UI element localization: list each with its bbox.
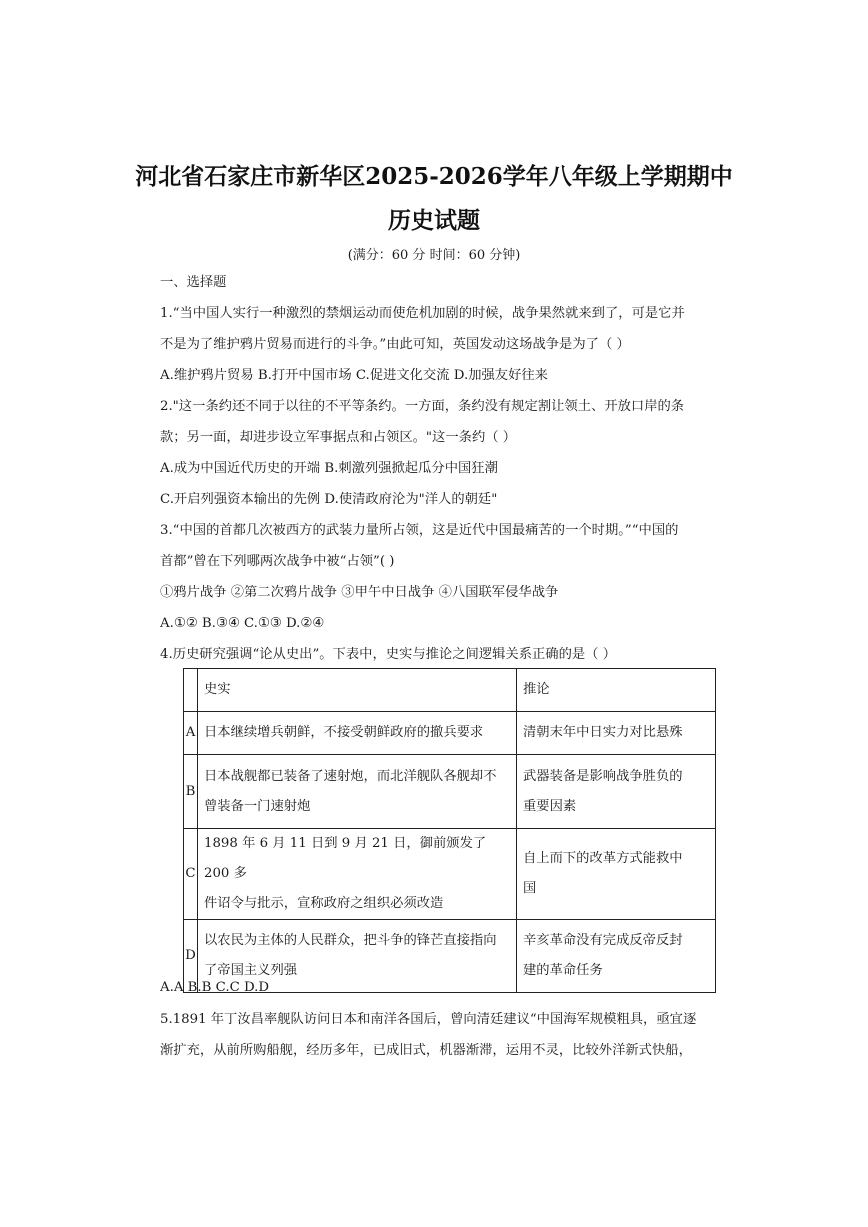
q2-stem-line1: 2."这一条约还不同于以往的不平等条约。一方面，条约没有规定割让领土、开放口岸的条 (160, 399, 685, 414)
q4-row-inference (517, 712, 716, 755)
q4-row-inference (517, 829, 716, 920)
exam-title-line1: 河北省石家庄市新华区2025-2026学年八年级上学期期中 (135, 163, 733, 190)
q4-inference-line2: 国 (523, 881, 537, 896)
q4-table (183, 668, 716, 993)
q4-header-inference: 推论 (517, 669, 716, 712)
exam-title-line2: 历史试题 (388, 207, 480, 234)
q4-inference-line2: 建的革命任务 (523, 963, 603, 978)
q4-header-blank (184, 669, 198, 712)
q1-stem-line2: 不是为了维护鸦片贸易而进行的斗争。”由此可知，英国发动这场战争是为了（ ） (160, 337, 630, 352)
q4-fact-line2: 曾装备一门速射炮 (204, 798, 311, 814)
q4-fact-line2: 件诏令与批示，宣称政府之组织必须改造 (204, 896, 444, 911)
q4-fact-line2: 了帝国主义列强 (204, 963, 298, 978)
exam-subtitle: (满分：60 分 时间：60 分钟) (347, 248, 521, 263)
q4-row-key: B (184, 755, 198, 829)
section-heading: 一、选择题 (160, 275, 227, 290)
q4-fact-line1: 日本战舰都已装备了速射炮，而北洋舰队各舰却不 (204, 768, 497, 784)
q4-row-fact (198, 755, 517, 829)
q4-inference-line1: 武器装备是影响战争胜负的 (523, 768, 683, 784)
q4-inference-line1: 清朝末年中日实力对比悬殊 (523, 725, 683, 740)
q5-stem-line2: 渐扩充，从前所购船舰，经历多年，已成旧式，机器渐滞，运用不灵，比较外洋新式快船， (160, 1043, 692, 1058)
q4-row-fact (198, 712, 517, 755)
q5-stem-line1: 5.1891 年丁汝昌率舰队访问日本和南洋各国后，曾向清廷建议“中国海军规模粗具，亟宜逐 (160, 1012, 697, 1027)
q4-row-inference (517, 920, 716, 993)
q4-header-fact: 史实 (198, 669, 517, 712)
q4-fact-line1: 1898 年 6 月 11 日到 9 月 21 日，御前颁发了 200 多 (204, 836, 487, 881)
q1-stem-line1: 1.“当中国人实行一种激烈的禁烟运动而使危机加剧的时候，战争果然就来到了，可是它并 (160, 306, 685, 321)
q4-inference-line1: 自上而下的改革方式能救中 (523, 851, 683, 866)
q4-inference-line1: 辛亥革命没有完成反帝反封 (523, 933, 683, 948)
q4-row-key: A (184, 712, 198, 755)
q4-table-header-row (184, 669, 716, 712)
q3-stem-line2: 首都”曾在下列哪两次战争中被“占领”( ) (160, 554, 395, 569)
q4-row-key: D (184, 920, 198, 993)
table-row (184, 755, 716, 829)
table-row (184, 829, 716, 920)
q3-options: A.①② B.③④ C.①③ D.②④ (160, 616, 325, 631)
table-row (184, 712, 716, 755)
q2-options-line1: A.成为中国近代历史的开端 B.刺激列强掀起瓜分中国狂潮 (160, 461, 498, 476)
q4-options: A.A B.B C.C D.D (160, 980, 270, 995)
q3-stem-line1: 3.“中国的首都几次被西方的武装力量所占领，这是近代中国最痛苦的一个时期。”“中国的 (160, 523, 679, 538)
q4-inference-line2: 重要因素 (523, 798, 577, 814)
q4-stem: 4.历史研究强调“论从史出”。下表中，史实与推论之间逻辑关系正确的是（ ） (160, 647, 617, 662)
q4-row-inference (517, 755, 716, 829)
q2-options-line2: C.开启列强资本输出的先例 D.使清政府沦为"洋人的朝廷" (160, 492, 498, 507)
q3-items: ①鸦片战争 ②第二次鸦片战争 ③甲午中日战争 ④八国联军侵华战争 (160, 585, 559, 600)
q4-row-key: C (184, 829, 198, 920)
q4-fact-line1: 以农民为主体的人民群众，把斗争的锋芒直接指向 (204, 933, 497, 948)
q4-fact-line1: 日本继续增兵朝鲜，不接受朝鲜政府的撤兵要求 (204, 725, 484, 740)
q1-options: A.维护鸦片贸易 B.打开中国市场 C.促进文化交流 D.加强友好往来 (160, 368, 548, 383)
q2-stem-line2: 款；另一面，却进步设立军事据点和占领区。"这一条约（ ） (160, 430, 517, 445)
q4-row-fact (198, 829, 517, 920)
